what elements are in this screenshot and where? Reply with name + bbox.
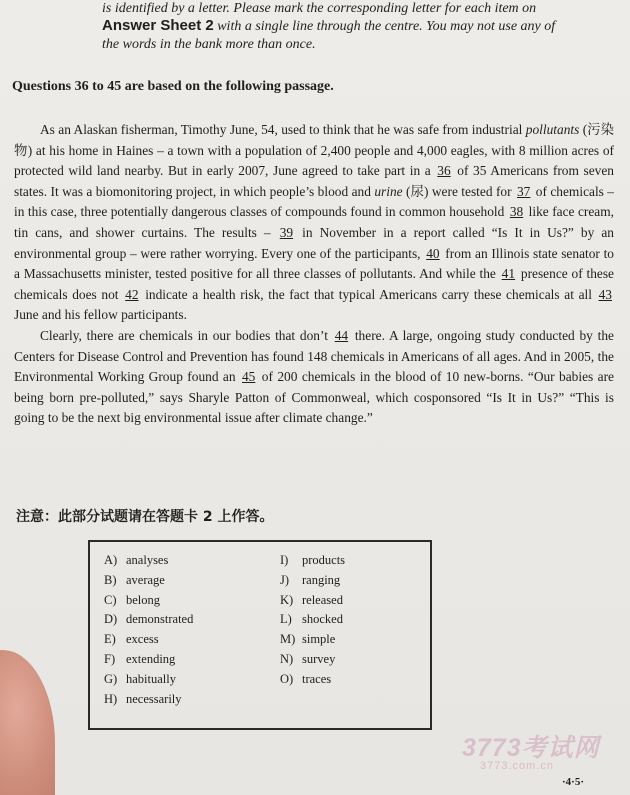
option-word: survey [302,651,336,666]
option-word: average [126,572,165,587]
option-letter: G) [104,671,118,686]
passage-text: in November in a report called “Is It in Us?” by an environmental group – were rather worrying. Every one of the participants, [14,224,614,261]
option-letter: F) [104,651,116,666]
passage-text: of 35 Americans from seven states. It was a biomonitoring project, in which people’s blood and [14,163,614,199]
blank-40: 40 [426,245,440,261]
passage-text: indicate a health risk, the fact that typical Americans carry these chemicals at all [140,286,597,302]
word-option [104,690,193,710]
option-letter: E) [104,632,116,647]
option-word: habitually [126,671,176,686]
passage-term: urine [374,183,403,199]
option-word: belong [126,592,161,607]
option-word: necessarily [126,691,182,706]
option-letter: N) [280,651,294,666]
blank-39: 39 [279,224,294,240]
word-option [104,591,193,611]
word-option [280,551,345,571]
blank-43: 43 [598,286,612,302]
word-option [104,571,193,591]
option-letter: K) [280,592,294,607]
passage-text: Clearly, there are chemicals in our bodies that don’t [40,327,333,343]
passage-text: of chemicals – in this case, three potentially dangerous classes of compounds found in common household [14,183,614,220]
option-word: excess [126,632,159,647]
passage-text: June and his fellow participants. [14,307,187,323]
passage-text: (尿) were tested for [402,183,515,199]
word-option [104,610,193,630]
word-option [280,610,345,630]
word-bank-right-column [280,551,345,690]
passage-text: As an Alaskan fisherman, Timothy June, 54, used to think that he was safe from industrial [40,122,526,137]
instruction-line-1: is identified by a letter. Please mark the corresponding letter for each item on [102,1,537,16]
option-letter: L) [280,612,292,627]
site-watermark-url: 3773.com.cn [480,760,554,772]
word-option [280,630,345,650]
word-option [280,670,345,690]
passage-text: of 200 chemicals in the blood of 10 new-borns. “Our babies are being born pre-polluted,” says Sharyle Patton of Commonweal, which cosponsored “Is It in Us?” “This is going to be the next big environmental issue after climate change.” [14,369,615,426]
word-option [280,650,345,670]
blank-41: 41 [501,266,516,282]
instruction-line-3: the words in the bank more than once. [102,37,316,52]
chinese-note: 注意：此部分试题请在答题卡 2 上作答。 [16,509,274,525]
option-word: extending [126,651,176,666]
option-word: ranging [302,572,341,587]
option-letter: C) [104,592,117,607]
word-bank [88,540,432,730]
option-word: analyses [126,553,169,567]
word-option [280,591,345,611]
option-word: products [302,553,346,567]
blank-36: 36 [437,163,451,179]
option-letter: O) [280,671,294,686]
word-option [104,670,193,690]
page-number: ·4·5· [562,776,585,788]
word-option [104,650,193,670]
word-option [104,630,193,650]
option-word: shocked [302,612,343,627]
word-option [280,571,345,591]
blank-37: 37 [516,183,531,199]
option-letter: I) [280,553,289,567]
option-word: traces [302,671,332,686]
option-letter: H) [104,691,118,706]
option-letter: D) [104,612,118,627]
option-letter: B) [104,572,117,587]
instruction-line-2 [102,17,622,36]
blank-38: 38 [509,204,524,220]
blank-45: 45 [241,369,256,385]
passage-paragraph-1 [14,120,614,326]
instruction-line-2-rest: with a single line through the centre. You may not use any of [217,19,556,34]
passage-text: there. A large, ongoing study conducted by the Centers for Disease Control and Prevention has found 148 chemicals in Americans of all ages. And in 2005, the Environmental Working Group found an [14,327,614,385]
word-bank-left-column [104,551,193,709]
option-word: released [302,592,343,607]
option-letter: A) [104,553,118,567]
passage-text: from an Illinois state senator to a Massachusetts minister, tested positive for all three classes of pollutants. And while the [14,245,614,282]
thumb-photo-artifact [0,650,55,795]
site-watermark-logo: 3773考试网 [462,734,600,762]
passage-text: like face cream, tin cans, and shower curtains. The results – [14,204,614,240]
word-option [104,551,193,571]
option-word: simple [302,632,336,647]
passage-paragraph-2 [14,326,614,429]
passage-term: pollutants [525,122,580,137]
section-heading: Questions 36 to 45 are based on the following passage. [12,79,334,94]
option-letter: M) [280,632,296,647]
passage-text: presence of these chemicals does not [14,266,614,302]
option-word: demonstrated [126,612,194,627]
answer-sheet-label: Answer Sheet 2 [102,17,214,34]
passage-text: (污染物) at his home in Haines – a town with a population of 2,400 people and 4,000 eagles, with 8 million acres of protected wild land nearby. But in early 2007, June agreed to take part in a [14,122,614,179]
blank-44: 44 [334,327,349,343]
reading-passage [14,120,614,429]
option-letter: J) [280,572,290,587]
blank-42: 42 [125,286,139,302]
